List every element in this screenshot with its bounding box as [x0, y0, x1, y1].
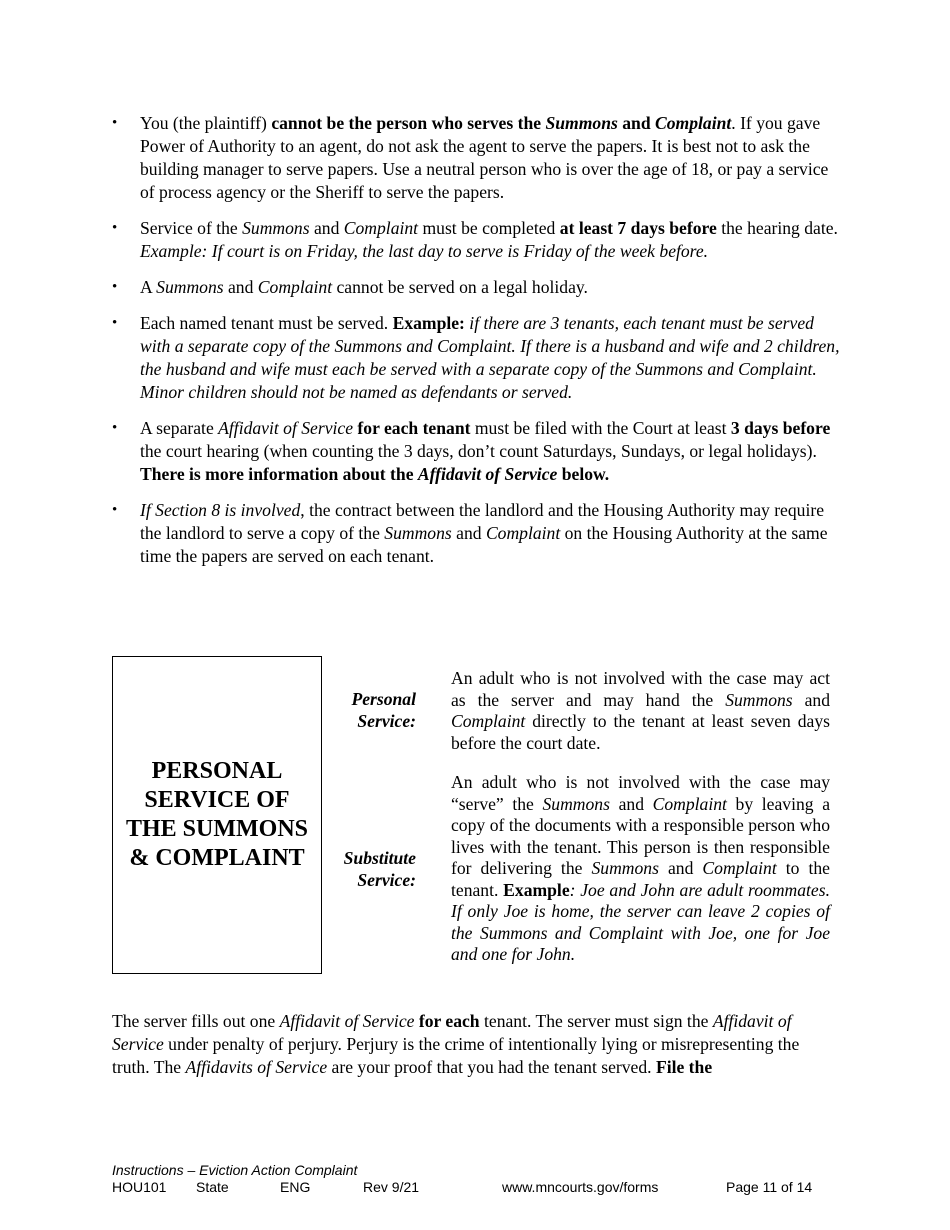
language: ENG [280, 1179, 311, 1195]
text-run: Service of the [140, 218, 243, 238]
text-run: An adult who is not involved with the case may “serve” the [451, 772, 830, 814]
list-item [112, 112, 840, 204]
bullet-text [140, 277, 588, 297]
list-item [112, 217, 840, 263]
bullet-text [140, 218, 838, 261]
text-run: Summons [242, 218, 310, 238]
text-run: and [223, 277, 258, 297]
text-run: Complaint [702, 858, 777, 878]
bullet-text [140, 500, 828, 566]
affidavit-paragraph [112, 1010, 840, 1079]
text-run: Complaint [257, 277, 333, 297]
text-run: Affidavit of Service [417, 464, 558, 484]
bullet-text [140, 418, 830, 484]
text-run: on the Housing Authority at the same time the papers are served on each tenant. [140, 523, 828, 566]
text-run: Example: [392, 313, 465, 333]
substitute-service-label: Substitute Service: [343, 848, 416, 890]
list-item [112, 417, 840, 486]
text-run: and [451, 523, 486, 543]
text-run: Complaint [343, 218, 419, 238]
text-run: There is more information about the [140, 464, 418, 484]
text-run: Summons [545, 113, 618, 133]
text-run: , the contract between the landlord and the Housing Authority may require the landlord to serve a copy of the [140, 500, 825, 543]
bullet-icon: • [112, 115, 118, 131]
text-run: if there are 3 tenants, each tenant must be served with a separate copy of the Summons and Complaint. If there is a husband and wife and 2 children, the husband and wife must each be served with a separate copy of the Summons and Complaint. Minor children should not be named as defendants or served. [140, 313, 840, 402]
instruction-list [112, 112, 840, 581]
text-run: Complaint [485, 523, 561, 543]
substitute-service-description [451, 772, 830, 966]
bullet-icon: • [112, 220, 118, 236]
text-run: below. [557, 464, 610, 484]
text-run: directly to the tenant at least seven days before the court date. [451, 711, 830, 753]
text-run: Summons [156, 277, 224, 297]
bullet-icon: • [112, 279, 118, 295]
text-run: 3 days before [730, 418, 831, 438]
text-run: An adult who is not involved with the case may act as the server and may hand the [451, 668, 830, 710]
forms-url: www.mncourts.gov/forms [502, 1179, 659, 1195]
bullet-text [140, 113, 828, 202]
text-run: and [609, 793, 653, 814]
section-title-box [112, 656, 322, 974]
bullet-icon: • [112, 420, 118, 436]
section-title: PERSONAL SERVICE OF THE SUMMONS & COMPLAINT [125, 758, 308, 871]
text-run: and [617, 113, 656, 133]
text-run: and [792, 689, 830, 710]
text-run: Complaint [655, 113, 732, 133]
text-run: and [309, 218, 344, 238]
list-item [112, 312, 840, 404]
text-run: Complaint [451, 711, 526, 731]
bullet-icon: • [112, 315, 118, 331]
text-run: Summons [591, 858, 659, 878]
text-run: must be filed with the Court at least [470, 418, 731, 438]
text-run: under penalty of perjury. Perjury is the crime of intentionally lying or misrepresenting the truth. The [112, 1034, 800, 1077]
text-run: for each [418, 1011, 480, 1031]
text-run: cannot be served on a legal holiday. [332, 277, 588, 297]
text-run: Summons [725, 689, 793, 710]
text-run: Example: If court is on Friday, the last day to serve is Friday of the week before. [140, 241, 709, 261]
bullet-icon: • [112, 502, 118, 518]
text-run: A [140, 277, 157, 297]
text-run: must be completed [418, 218, 560, 238]
text-run: File the [655, 1057, 713, 1077]
text-run: Affidavit of Service [279, 1011, 415, 1031]
form-id: HOU101 [112, 1179, 167, 1195]
bullet-text [140, 313, 839, 402]
personal-service-description [451, 668, 830, 754]
text-run: You (the plaintiff) [140, 113, 272, 133]
text-run: Example [503, 879, 570, 900]
text-run: If Section 8 is involved [140, 500, 301, 520]
list-item [112, 276, 840, 299]
text-run: Affidavit of Service [112, 1011, 792, 1054]
page-number: Page 11 of 14 [726, 1179, 813, 1195]
text-run: by leaving a copy of the documents with a responsible person who lives with the tenant. This person is then responsible for delivering the [451, 793, 831, 878]
text-run: cannot be the person who serves the [271, 113, 546, 133]
text-run: tenant. The server must sign the [479, 1011, 713, 1031]
jurisdiction: State [196, 1179, 229, 1195]
text-run: to the tenant. [451, 858, 830, 900]
text-run: the hearing date. [716, 218, 838, 238]
text-run: are your proof that you had the tenant served. [327, 1057, 656, 1077]
text-run: The server fills out one [112, 1011, 280, 1031]
text-run: Summons [542, 793, 610, 814]
text-run: Affidavit of Service [218, 418, 354, 438]
text-run: for each tenant [357, 418, 471, 438]
page-footer [112, 1162, 832, 1196]
footer-title: Instructions – Eviction Action Complaint [112, 1162, 358, 1178]
text-run: Complaint [652, 793, 727, 814]
text-run: Affidavits of Service [185, 1057, 328, 1077]
text-run: the court hearing (when counting the 3 days, don’t count Saturdays, Sundays, or legal holidays). [140, 441, 817, 461]
text-run: Each named tenant must be served. [140, 313, 393, 333]
text-run: : Joe and John are adult roommates. If only Joe is home, the server can leave 2 copies of the Summons and Complaint with Joe, one for Joe and one for John. [451, 879, 830, 964]
text-run: Summons [384, 523, 452, 543]
footer-meta [112, 1179, 832, 1196]
text-run: and [658, 858, 703, 878]
text-run: A separate [140, 418, 219, 438]
text-run: . If you gave Power of Authority to an agent, do not ask the agent to serve the papers. It is best not to ask the building manager to serve papers. Use a neutral person who is over the age of 18, or pay a service of process agency or the Sheriff to serve the papers. [140, 113, 829, 202]
text-run: at least 7 days before [559, 218, 717, 238]
list-item [112, 499, 840, 568]
revision: Rev 9/21 [363, 1179, 420, 1195]
personal-service-label: Personal Service: [351, 689, 416, 731]
